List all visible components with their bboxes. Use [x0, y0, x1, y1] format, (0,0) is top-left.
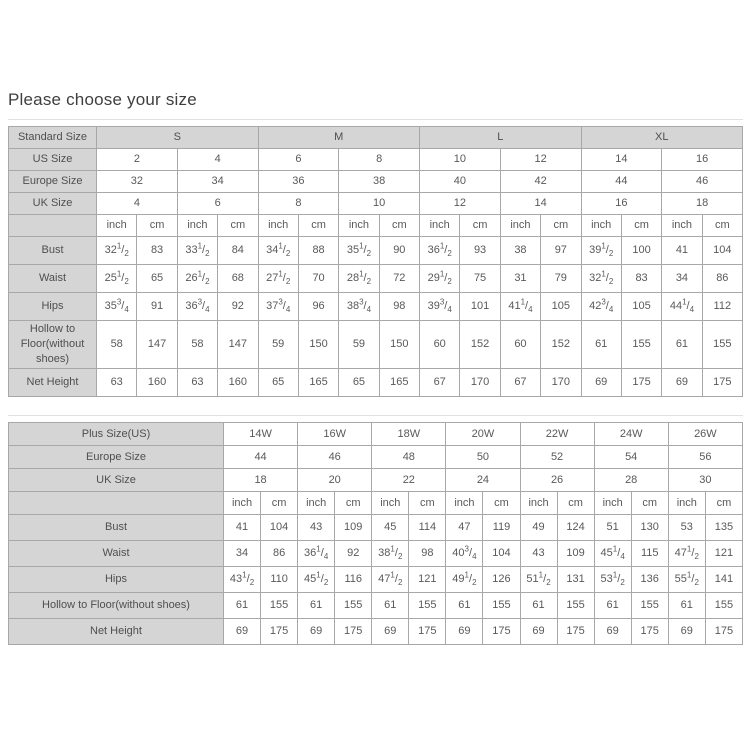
measure-value-cell: 61	[594, 593, 631, 619]
unit-cell: inch	[339, 215, 379, 237]
unit-cell: cm	[261, 492, 298, 515]
measure-value-cell: 97	[541, 237, 581, 265]
measure-value-cell: $36^1/_2$	[420, 237, 460, 265]
size-value-cell: 42	[500, 171, 581, 193]
measure-value-cell: 69	[446, 619, 483, 645]
measure-value-cell: 135	[705, 515, 742, 541]
size-value-cell: 16	[662, 149, 743, 171]
size-group-header-cell: XL	[581, 127, 743, 149]
size-value-cell: 44	[224, 446, 298, 469]
measure-value-cell: 43	[520, 541, 557, 567]
measure-value-cell: 69	[594, 619, 631, 645]
measure-value-cell: 150	[379, 321, 419, 369]
table-row	[9, 593, 743, 619]
measure-value-cell: 131	[557, 567, 594, 593]
measure-value-cell: 70	[298, 265, 338, 293]
size-value-cell: 46	[662, 171, 743, 193]
measure-value-cell: 75	[460, 265, 500, 293]
measure-value-cell: $47^1/_2$	[668, 541, 705, 567]
measure-value-cell: $38^1/_2$	[372, 541, 409, 567]
measure-value-cell: 61	[372, 593, 409, 619]
measure-value-cell: 83	[137, 237, 177, 265]
measure-value-cell: 98	[409, 541, 446, 567]
size-value-cell: 8	[258, 193, 339, 215]
measure-value-cell: 175	[409, 619, 446, 645]
measure-value-cell: 170	[460, 369, 500, 397]
size-value-cell: 46	[298, 446, 372, 469]
unit-cell: cm	[705, 492, 742, 515]
measure-value-cell: 72	[379, 265, 419, 293]
unit-cell: cm	[298, 215, 338, 237]
measure-value-cell: $43^1/_2$	[224, 567, 261, 593]
measure-value-cell: 116	[335, 567, 372, 593]
measure-value-cell: 110	[261, 567, 298, 593]
measure-value-cell: 88	[298, 237, 338, 265]
measure-value-cell: $45^1/_2$	[298, 567, 335, 593]
row-label-cell: UK Size	[9, 469, 224, 492]
measure-value-cell: 105	[621, 293, 661, 321]
row-label-cell: Bust	[9, 515, 224, 541]
table-row	[9, 515, 743, 541]
unit-cell: cm	[460, 215, 500, 237]
measure-value-cell: $37^3/_4$	[258, 293, 298, 321]
measure-value-cell: $55^1/_2$	[668, 567, 705, 593]
table-row	[9, 469, 743, 492]
measure-value-cell: 53	[668, 515, 705, 541]
table-row	[9, 237, 743, 265]
unit-row-label-cell	[9, 215, 97, 237]
measure-value-cell: 65	[339, 369, 379, 397]
size-value-cell: 8	[339, 149, 420, 171]
measure-value-cell: $35^1/_2$	[339, 237, 379, 265]
measure-value-cell: 60	[420, 321, 460, 369]
row-label-cell: Hips	[9, 567, 224, 593]
size-value-cell: 36	[258, 171, 339, 193]
measure-value-cell: 93	[460, 237, 500, 265]
measure-value-cell: $33^1/_2$	[177, 237, 217, 265]
unit-cell: inch	[224, 492, 261, 515]
measure-value-cell: 83	[621, 265, 661, 293]
size-value-cell: 20	[298, 469, 372, 492]
table-row	[9, 321, 743, 369]
size-value-cell: 12	[500, 149, 581, 171]
separator-line	[8, 119, 743, 120]
unit-cell: cm	[409, 492, 446, 515]
measure-value-cell: 175	[621, 369, 661, 397]
measure-value-cell: 69	[298, 619, 335, 645]
measure-value-cell: 175	[705, 619, 742, 645]
measure-value-cell: 69	[372, 619, 409, 645]
row-label-cell: Net Height	[9, 619, 224, 645]
measure-value-cell: 155	[261, 593, 298, 619]
measure-value-cell: 141	[705, 567, 742, 593]
size-value-cell: 52	[520, 446, 594, 469]
measure-value-cell: 69	[581, 369, 621, 397]
measure-value-cell: 109	[335, 515, 372, 541]
measure-value-cell: 175	[631, 619, 668, 645]
measure-value-cell: 165	[298, 369, 338, 397]
table-row	[9, 369, 743, 397]
table-row	[9, 446, 743, 469]
measure-value-cell: 147	[218, 321, 258, 369]
measure-value-cell: 155	[702, 321, 742, 369]
measure-value-cell: 58	[97, 321, 137, 369]
measure-value-cell: 51	[594, 515, 631, 541]
size-value-cell: 50	[446, 446, 520, 469]
measure-value-cell: 155	[483, 593, 520, 619]
unit-cell: cm	[631, 492, 668, 515]
measure-value-cell: 109	[557, 541, 594, 567]
measure-value-cell: 91	[137, 293, 177, 321]
size-value-cell: 10	[339, 193, 420, 215]
unit-cell: inch	[581, 215, 621, 237]
measure-value-cell: 45	[372, 515, 409, 541]
unit-cell: cm	[335, 492, 372, 515]
size-value-cell: 48	[372, 446, 446, 469]
measure-value-cell: $32^1/_2$	[581, 265, 621, 293]
measure-value-cell: 115	[631, 541, 668, 567]
unit-cell: cm	[137, 215, 177, 237]
table-row	[9, 127, 743, 149]
size-value-cell: 56	[668, 446, 742, 469]
measure-value-cell: $42^3/_4$	[581, 293, 621, 321]
measure-value-cell: $47^1/_2$	[372, 567, 409, 593]
measure-value-cell: 152	[460, 321, 500, 369]
measure-value-cell: $36^3/_4$	[177, 293, 217, 321]
size-chart-section	[8, 0, 743, 645]
size-value-cell: 32	[97, 171, 178, 193]
measure-value-cell: $28^1/_2$	[339, 265, 379, 293]
row-label-cell: Europe Size	[9, 171, 97, 193]
measure-value-cell: 61	[581, 321, 621, 369]
measure-value-cell: 61	[446, 593, 483, 619]
measure-value-cell: $41^1/_4$	[500, 293, 540, 321]
size-value-cell: 16W	[298, 423, 372, 446]
table-row	[9, 215, 743, 237]
measure-value-cell: $38^3/_4$	[339, 293, 379, 321]
size-value-cell: 26	[520, 469, 594, 492]
size-value-cell: 16	[581, 193, 662, 215]
measure-value-cell: 119	[483, 515, 520, 541]
row-label-cell: Bust	[9, 237, 97, 265]
measure-value-cell: 68	[218, 265, 258, 293]
measure-value-cell: 126	[483, 567, 520, 593]
row-label-cell: Waist	[9, 541, 224, 567]
measure-value-cell: 84	[218, 237, 258, 265]
measure-value-cell: $32^1/_2$	[97, 237, 137, 265]
measure-value-cell: 160	[137, 369, 177, 397]
measure-value-cell: 112	[702, 293, 742, 321]
unit-cell: inch	[594, 492, 631, 515]
measure-value-cell: 69	[224, 619, 261, 645]
unit-cell: inch	[97, 215, 137, 237]
plus-size-table	[8, 422, 743, 645]
measure-value-cell: 59	[339, 321, 379, 369]
unit-cell: cm	[541, 215, 581, 237]
measure-value-cell: 65	[258, 369, 298, 397]
row-label-cell: Hollow to Floor(without shoes)	[9, 593, 224, 619]
measure-value-cell: 104	[261, 515, 298, 541]
measure-value-cell: 41	[662, 237, 702, 265]
size-group-header-cell: M	[258, 127, 420, 149]
size-value-cell: 18	[662, 193, 743, 215]
size-value-cell: 40	[420, 171, 501, 193]
measure-value-cell: 34	[224, 541, 261, 567]
size-value-cell: 34	[177, 171, 258, 193]
size-value-cell: 26W	[668, 423, 742, 446]
measure-value-cell: 160	[218, 369, 258, 397]
measure-value-cell: 114	[409, 515, 446, 541]
measure-value-cell: $35^3/_4$	[97, 293, 137, 321]
size-value-cell: 30	[668, 469, 742, 492]
measure-value-cell: 152	[541, 321, 581, 369]
measure-value-cell: 155	[335, 593, 372, 619]
unit-cell: inch	[662, 215, 702, 237]
measure-value-cell: 69	[520, 619, 557, 645]
table-row	[9, 492, 743, 515]
measure-value-cell: 155	[705, 593, 742, 619]
measure-value-cell: 100	[621, 237, 661, 265]
size-value-cell: 14	[500, 193, 581, 215]
unit-row-label-cell	[9, 492, 224, 515]
unit-cell: inch	[668, 492, 705, 515]
size-value-cell: 12	[420, 193, 501, 215]
unit-cell: inch	[298, 492, 335, 515]
measure-value-cell: $45^1/_4$	[594, 541, 631, 567]
unit-cell: inch	[177, 215, 217, 237]
measure-value-cell: 34	[662, 265, 702, 293]
size-value-cell: 44	[581, 171, 662, 193]
row-label-cell: Europe Size	[9, 446, 224, 469]
measure-value-cell: 136	[631, 567, 668, 593]
unit-cell: inch	[420, 215, 460, 237]
row-label-cell: Hollow to Floor(without shoes)	[9, 321, 97, 369]
measure-value-cell: $51^1/_2$	[520, 567, 557, 593]
size-value-cell: 24W	[594, 423, 668, 446]
unit-cell: inch	[500, 215, 540, 237]
measure-value-cell: $36^1/_4$	[298, 541, 335, 567]
table-row	[9, 193, 743, 215]
size-value-cell: 4	[177, 149, 258, 171]
separator-line	[8, 415, 743, 416]
standard-size-table	[8, 126, 743, 397]
size-value-cell: 20W	[446, 423, 520, 446]
unit-cell: cm	[379, 215, 419, 237]
size-value-cell: 54	[594, 446, 668, 469]
row-label-cell: Net Height	[9, 369, 97, 397]
size-value-cell: 6	[258, 149, 339, 171]
measure-value-cell: 86	[261, 541, 298, 567]
measure-value-cell: 67	[500, 369, 540, 397]
row-label-cell: US Size	[9, 149, 97, 171]
table-row	[9, 619, 743, 645]
measure-value-cell: 60	[500, 321, 540, 369]
unit-cell: cm	[218, 215, 258, 237]
size-group-header-cell: S	[97, 127, 259, 149]
table-row	[9, 293, 743, 321]
measure-value-cell: 175	[702, 369, 742, 397]
row-label-cell: UK Size	[9, 193, 97, 215]
size-value-cell: 22	[372, 469, 446, 492]
table-row	[9, 265, 743, 293]
measure-value-cell: $27^1/_2$	[258, 265, 298, 293]
unit-cell: cm	[702, 215, 742, 237]
table-row	[9, 171, 743, 193]
measure-value-cell: $34^1/_2$	[258, 237, 298, 265]
unit-cell: inch	[258, 215, 298, 237]
measure-value-cell: 69	[668, 619, 705, 645]
measure-value-cell: 165	[379, 369, 419, 397]
measure-value-cell: 63	[177, 369, 217, 397]
measure-value-cell: 59	[258, 321, 298, 369]
row-label-cell: Hips	[9, 293, 97, 321]
size-value-cell: 6	[177, 193, 258, 215]
unit-cell: inch	[372, 492, 409, 515]
measure-value-cell: 61	[224, 593, 261, 619]
measure-value-cell: 175	[261, 619, 298, 645]
measure-value-cell: 61	[520, 593, 557, 619]
corner-label-cell: Standard Size	[9, 127, 97, 149]
measure-value-cell: 175	[335, 619, 372, 645]
measure-value-cell: $39^1/_2$	[581, 237, 621, 265]
size-value-cell: 38	[339, 171, 420, 193]
measure-value-cell: 104	[702, 237, 742, 265]
measure-value-cell: $40^3/_4$	[446, 541, 483, 567]
measure-value-cell: 147	[137, 321, 177, 369]
measure-value-cell: 130	[631, 515, 668, 541]
size-group-header-cell: L	[420, 127, 582, 149]
measure-value-cell: 92	[218, 293, 258, 321]
measure-value-cell: 175	[483, 619, 520, 645]
size-value-cell: 24	[446, 469, 520, 492]
measure-value-cell: 92	[335, 541, 372, 567]
measure-value-cell: 61	[668, 593, 705, 619]
measure-value-cell: 79	[541, 265, 581, 293]
measure-value-cell: 155	[409, 593, 446, 619]
size-value-cell: 22W	[520, 423, 594, 446]
measure-value-cell: $53^1/_2$	[594, 567, 631, 593]
unit-cell: cm	[621, 215, 661, 237]
size-value-cell: 18	[224, 469, 298, 492]
measure-value-cell: 41	[224, 515, 261, 541]
page-title: Please choose your size	[8, 90, 197, 109]
row-label-cell: Waist	[9, 265, 97, 293]
measure-value-cell: $39^3/_4$	[420, 293, 460, 321]
measure-value-cell: 49	[520, 515, 557, 541]
measure-value-cell: 47	[446, 515, 483, 541]
unit-cell: cm	[557, 492, 594, 515]
measure-value-cell: 65	[137, 265, 177, 293]
measure-value-cell: 155	[557, 593, 594, 619]
measure-value-cell: $49^1/_2$	[446, 567, 483, 593]
measure-value-cell: 31	[500, 265, 540, 293]
row-label-cell: Plus Size(US)	[9, 423, 224, 446]
measure-value-cell: 67	[420, 369, 460, 397]
measure-value-cell: 86	[702, 265, 742, 293]
measure-value-cell: 121	[409, 567, 446, 593]
measure-value-cell: $44^1/_4$	[662, 293, 702, 321]
measure-value-cell: $26^1/_2$	[177, 265, 217, 293]
unit-cell: inch	[446, 492, 483, 515]
size-value-cell: 4	[97, 193, 178, 215]
unit-cell: inch	[520, 492, 557, 515]
size-value-cell: 14	[581, 149, 662, 171]
measure-value-cell: 98	[379, 293, 419, 321]
measure-value-cell: 155	[621, 321, 661, 369]
measure-value-cell: 155	[631, 593, 668, 619]
measure-value-cell: 104	[483, 541, 520, 567]
size-value-cell: 10	[420, 149, 501, 171]
size-value-cell: 28	[594, 469, 668, 492]
table-row	[9, 567, 743, 593]
table-row	[9, 423, 743, 446]
measure-value-cell: 121	[705, 541, 742, 567]
size-value-cell: 14W	[224, 423, 298, 446]
measure-value-cell: 170	[541, 369, 581, 397]
measure-value-cell: $29^1/_2$	[420, 265, 460, 293]
measure-value-cell: 105	[541, 293, 581, 321]
measure-value-cell: 150	[298, 321, 338, 369]
measure-value-cell: 124	[557, 515, 594, 541]
measure-value-cell: 63	[97, 369, 137, 397]
measure-value-cell: 69	[662, 369, 702, 397]
size-value-cell: 18W	[372, 423, 446, 446]
table-gap	[8, 397, 743, 415]
size-value-cell: 2	[97, 149, 178, 171]
table-row	[9, 541, 743, 567]
measure-value-cell: $25^1/_2$	[97, 265, 137, 293]
measure-value-cell: 96	[298, 293, 338, 321]
measure-value-cell: 43	[298, 515, 335, 541]
table-row	[9, 149, 743, 171]
unit-cell: cm	[483, 492, 520, 515]
measure-value-cell: 90	[379, 237, 419, 265]
measure-value-cell: 61	[662, 321, 702, 369]
measure-value-cell: 101	[460, 293, 500, 321]
measure-value-cell: 61	[298, 593, 335, 619]
measure-value-cell: 58	[177, 321, 217, 369]
measure-value-cell: 38	[500, 237, 540, 265]
measure-value-cell: 175	[557, 619, 594, 645]
